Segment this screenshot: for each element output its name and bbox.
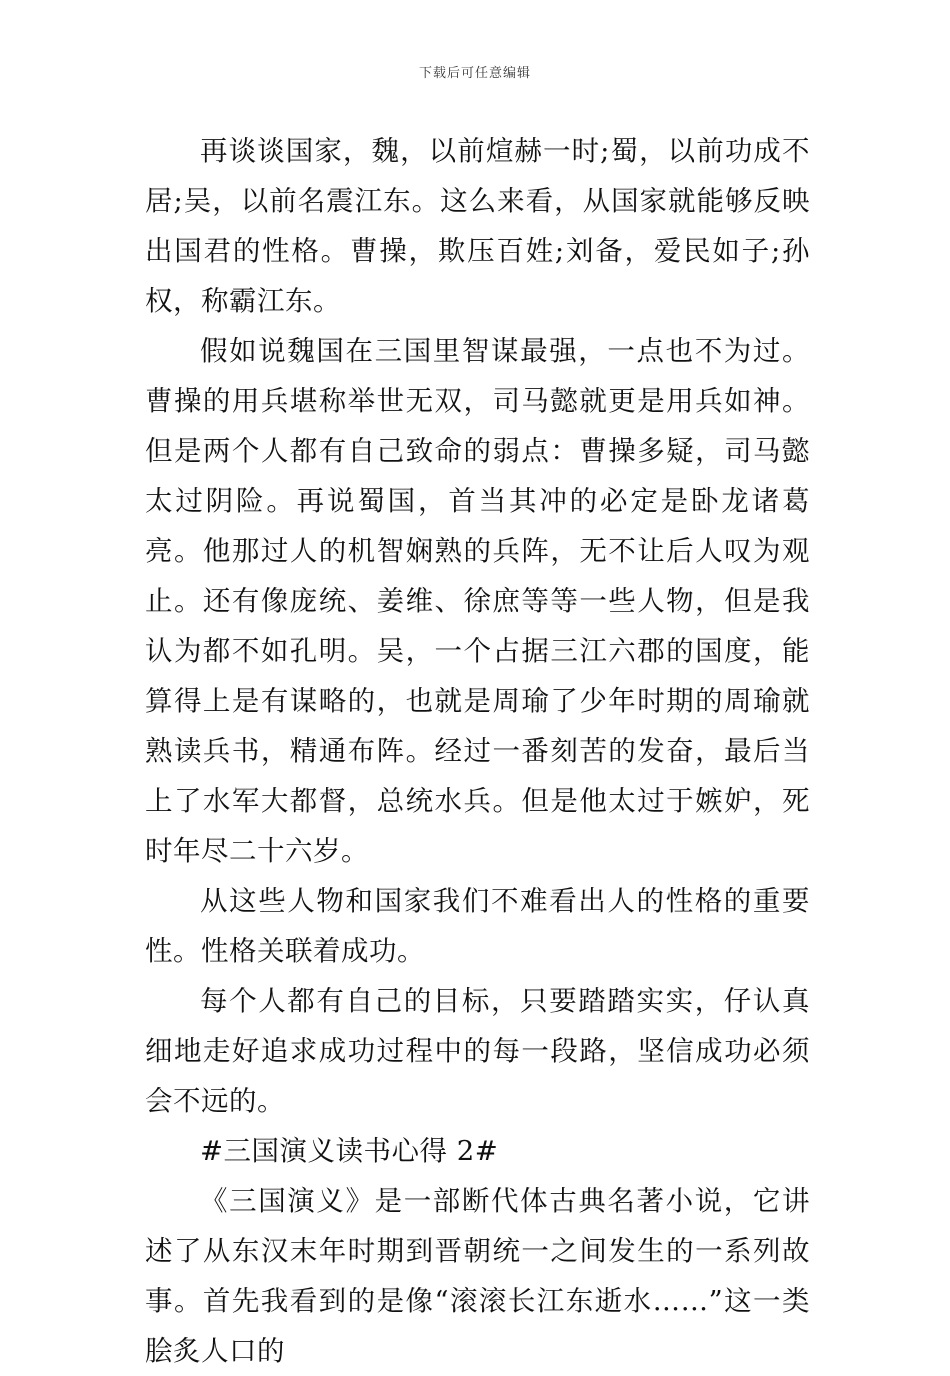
paragraph-states: 再谈谈国家，魏，以前煊赫一时;蜀，以前功成不居;吴，以前名震江东。这么来看，从国家就能够反映出国君的性格。曹操，欺压百姓;刘备，爱民如子;孙权，称霸江东。 [145, 135, 810, 317]
document-body [145, 126, 810, 1376]
paragraph-strategists: 假如说魏国在三国里智谋最强，一点也不为过。曹操的用兵堪称举世无双，司马懿就更是用兵如神。但是两个人都有自己致命的弱点：曹操多疑，司马懿太过阴险。再说蜀国，首当其冲的必定是卧龙诸葛亮。他那过人的机智娴熟的兵阵，无不让后人叹为观止。还有像庞统、姜维、徐庶等等一些人物，但是我认为都不如孔明。吴，一个占据三江六郡的国度，能算得上是有谋略的，也就是周瑜了少年时期的周瑜就熟读兵书，精通布阵。经过一番刻苦的发奋，最后当上了水军大都督，总统水兵。但是他太过于嫉妒，死时年尽二十六岁。 [145, 335, 810, 867]
header-note: 下载后可任意编辑 [418, 66, 531, 81]
paragraph-novel-intro: 《三国演义》是一部断代体古典名著小说，它讲述了从东汉末年时期到晋朝统一之间发生的一系列故事。首先我看到的是像“滚滚长江东逝水……”这一类脍炙人口的 [145, 1185, 810, 1367]
paragraph-character-importance: 从这些人物和国家我们不难看出人的性格的重要性。性格关联着成功。 [145, 885, 810, 967]
paragraph-goals: 每个人都有自己的目标，只要踏踏实实，仔认真细地走好追求成功过程中的每一段路，坚信成功必须会不远的。 [145, 985, 810, 1117]
section-heading: #三国演义读书心得 2# [200, 1135, 499, 1167]
